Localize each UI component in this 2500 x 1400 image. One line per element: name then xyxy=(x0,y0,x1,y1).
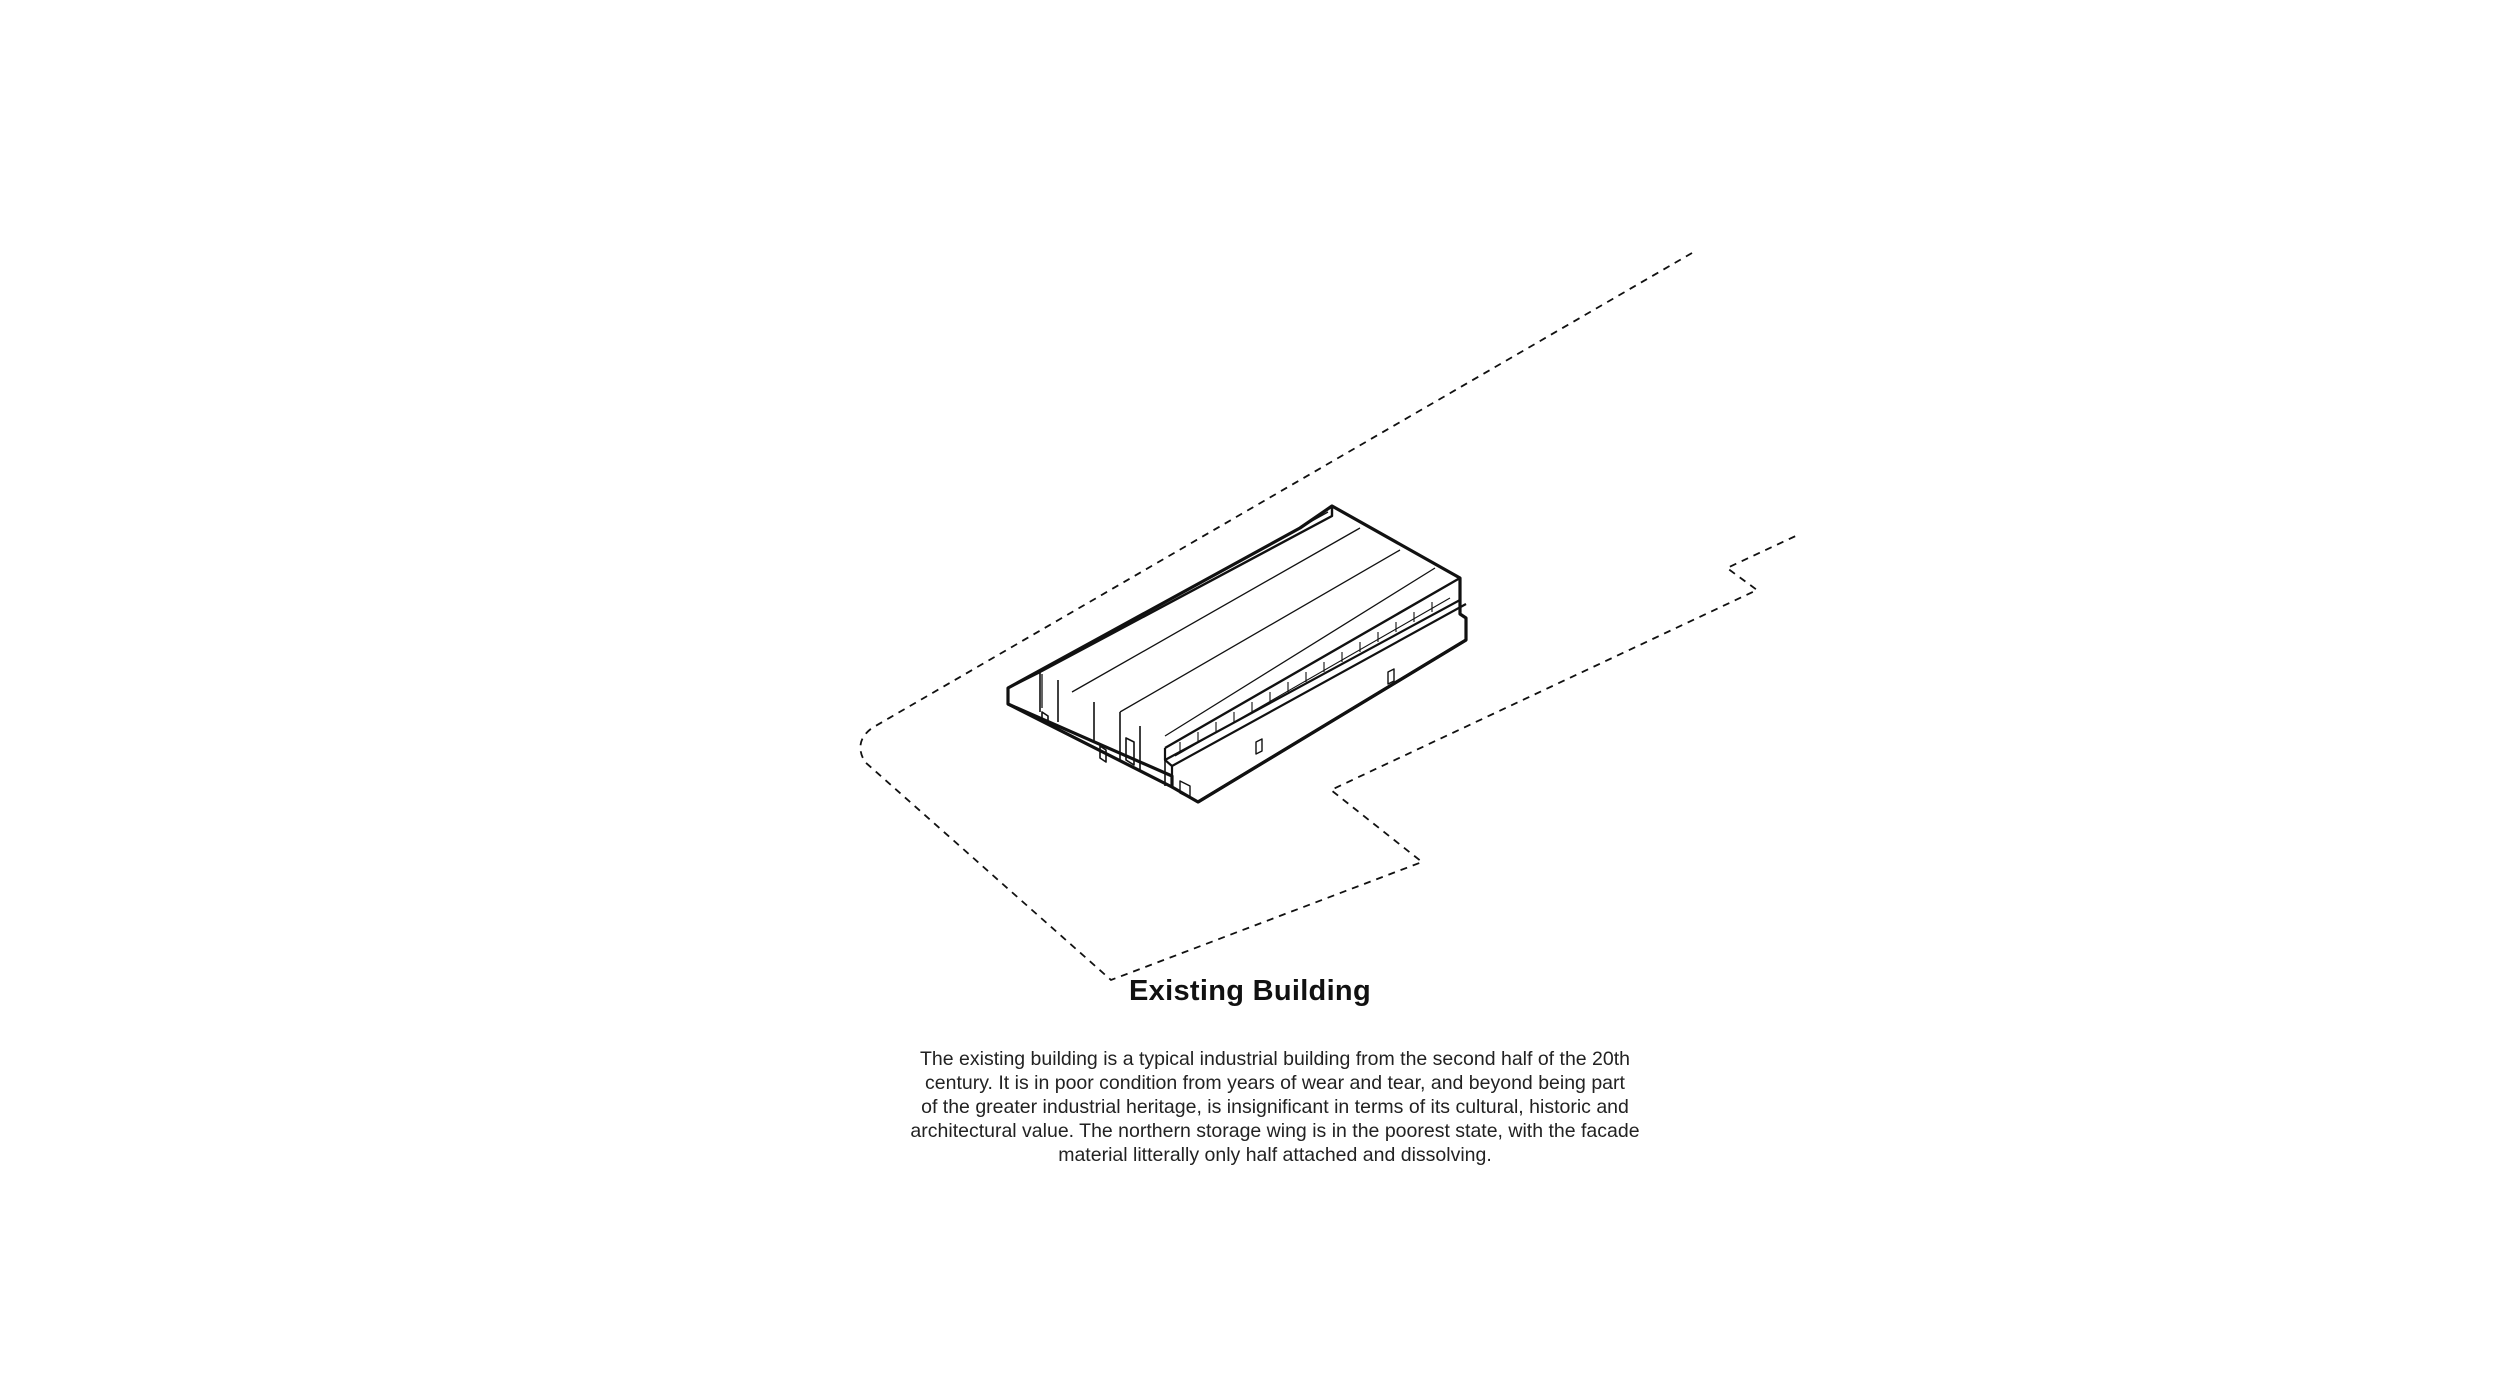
description-line: material litterally only half attached and dissolving. xyxy=(1058,1144,1492,1166)
description-line: of the greater industrial heritage, is insignificant in terms of its cultural, historic and xyxy=(921,1096,1629,1118)
diagram-title: Existing Building xyxy=(1129,975,1371,1007)
existing-building xyxy=(1008,506,1466,802)
description-line: architectural value. The northern storage wing is in the poorest state, with the facade xyxy=(910,1120,1640,1142)
diagram-description xyxy=(815,1047,1735,1167)
building-outline xyxy=(1008,506,1466,802)
description-line: century. It is in poor condition from years of wear and tear, and beyond being part xyxy=(925,1072,1625,1094)
description-line: The existing building is a typical industrial building from the second half of the 20th xyxy=(920,1048,1630,1070)
